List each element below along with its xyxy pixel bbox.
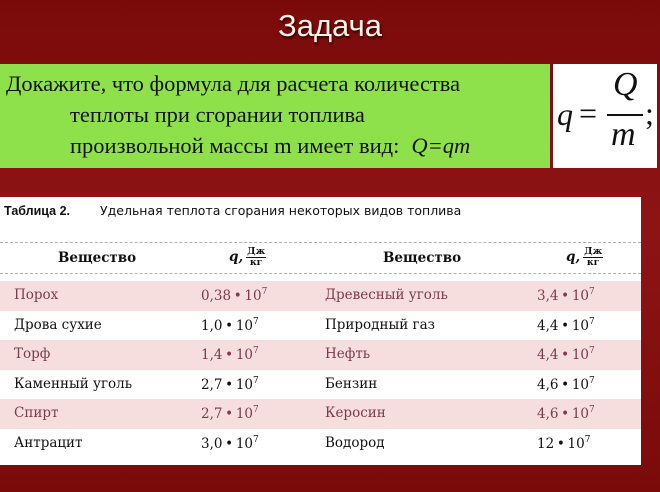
value-mantissa: 2,7 [201, 406, 223, 422]
value-exponent: 7 [261, 287, 268, 297]
substance-name-right: Природный газ [325, 316, 436, 333]
task-line-3 [0, 130, 550, 161]
unit-numerator: Дж [584, 246, 603, 257]
value-exponent: 7 [584, 434, 591, 445]
substance-name-left: Каменный уголь [14, 375, 133, 392]
table-row [0, 311, 641, 341]
task-line-1: Докажите, что формула для расчета количества [6, 71, 461, 96]
value-exponent: 7 [589, 375, 595, 386]
table-row [0, 340, 641, 370]
header-q-symbol: q, [229, 249, 244, 265]
table-row [0, 281, 641, 311]
value-mantissa: 0,38 [201, 288, 232, 304]
fuel-table [0, 197, 641, 465]
heat-value-right: 4,4 • $10^7$ [537, 346, 595, 363]
value-mantissa: 1,0 [201, 317, 223, 334]
header-substance-left: Вещество [58, 250, 137, 266]
value-exponent: 7 [253, 434, 259, 445]
value-exponent: 7 [589, 316, 595, 327]
heat-value-right: 4,6 • $10^7$ [537, 375, 595, 393]
substance-name-right: Бензин [325, 375, 378, 392]
heat-value-right: 4,4 • $10^7$ [537, 316, 595, 334]
heat-value-left: 3,0 • $10^7$ [201, 434, 259, 452]
value-mantissa: 1,4 [201, 347, 223, 363]
value-exponent: 7 [589, 405, 595, 415]
unit-denominator: кг [249, 257, 263, 268]
heat-value-left: 0,38 • $10^7$ [201, 287, 268, 304]
value-mantissa: 12 [537, 435, 555, 452]
value-exponent: 7 [253, 316, 259, 327]
unit-denominator: кг [586, 257, 600, 268]
value-mantissa: 4,6 [537, 376, 559, 393]
substance-name-right: Нефть [325, 346, 371, 362]
substance-name-left: Спирт [14, 405, 59, 421]
unit-numerator: Дж [247, 246, 266, 257]
heat-value-right: 4,6 • $10^7$ [537, 405, 595, 422]
table-row [0, 399, 641, 429]
substance-name-left: Дрова сухие [14, 316, 102, 333]
table-label: Таблица 2. [4, 204, 70, 218]
value-mantissa: 2,7 [201, 376, 223, 393]
value-mantissa: 3,0 [201, 435, 223, 452]
value-mantissa: 4,4 [537, 347, 559, 363]
substance-name-right: Водород [325, 434, 385, 451]
task-line-2: теплоты при сгорании топлива [70, 102, 365, 127]
heat-value-right: 3,4 • $10^7$ [537, 287, 595, 304]
heat-value-left: 1,4 • $10^7$ [201, 346, 259, 363]
table-caption [4, 203, 461, 218]
value-exponent: 7 [253, 375, 259, 386]
header-q-unit [246, 247, 266, 268]
heat-value-left: 2,7 • $10^7$ [201, 405, 259, 422]
value-mantissa: 4,6 [537, 406, 559, 422]
value-exponent: 7 [253, 346, 259, 356]
header-divider [0, 242, 641, 243]
table-row [0, 429, 641, 459]
task-box [0, 64, 550, 168]
heat-value-left: 2,7 • $10^7$ [201, 375, 259, 393]
value-exponent: 7 [589, 287, 595, 297]
value-mantissa: 3,4 [537, 288, 559, 304]
substance-name-right: Древесный уголь [325, 287, 448, 303]
substance-name-left: Торф [14, 346, 51, 362]
table-row [0, 370, 641, 400]
formula-semicolon: ; [645, 95, 654, 131]
substance-name-right: Керосин [325, 405, 386, 421]
header-divider [0, 273, 641, 274]
value-exponent: 7 [589, 346, 595, 356]
task-line-3-text: произвольной массы m имеет вид: [70, 133, 400, 158]
formula-equals: = [579, 95, 598, 131]
substance-name-left: Порох [14, 287, 59, 303]
value-mantissa: 4,4 [537, 317, 559, 334]
value-exponent: 7 [253, 405, 259, 415]
heat-value-left: 1,0 • $10^7$ [201, 316, 259, 334]
header-q-symbol: q, [566, 249, 581, 265]
heat-value-right: 12 • $10^7$ [537, 434, 591, 452]
substance-name-left: Антрацит [14, 434, 83, 451]
header-q-unit [583, 247, 603, 268]
table-header-row [0, 245, 641, 275]
task-formula-inline: Q=qm [411, 133, 471, 158]
formula-lhs: q [557, 96, 573, 132]
header-q-left [229, 247, 266, 268]
table-caption-text: Удельная теплота сгорания некоторых видов топлива [100, 203, 462, 218]
header-substance-right: Вещество [383, 250, 462, 266]
formula-numerator: Q [613, 66, 638, 103]
slide-title: Задача [277, 8, 382, 43]
header-q-right [566, 247, 603, 268]
formula-box [553, 64, 657, 168]
formula-denominator: m [611, 116, 636, 153]
